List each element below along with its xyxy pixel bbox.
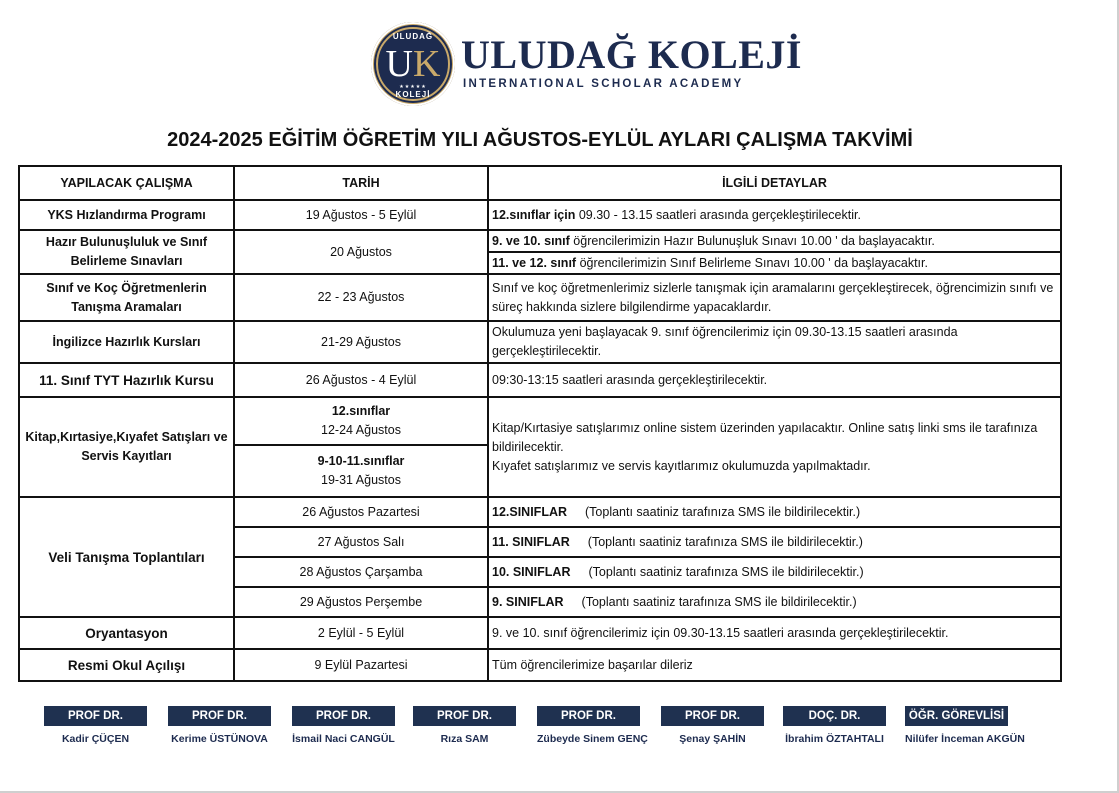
date-cell: 2 Eylül - 5 Eylül bbox=[234, 617, 488, 649]
column-header-details: İLGİLİ DETAYLAR bbox=[488, 166, 1061, 200]
table-row bbox=[19, 397, 1061, 445]
detail-text: Kitap/Kırtasiye satışlarımız online sistem üzerinden yapılacaktır. Online satış linki sms ile tarafınıza bildirilecektir. bbox=[492, 420, 1038, 454]
signatory-name: Rıza SAM bbox=[440, 733, 489, 745]
date-group-label: 12.sınıflar bbox=[331, 404, 391, 418]
date-cell: 26 Ağustos Pazartesi bbox=[234, 497, 488, 527]
table-row bbox=[19, 363, 1061, 397]
date-cell: 27 Ağustos Salı bbox=[234, 527, 488, 557]
signatory bbox=[168, 706, 271, 745]
signatory bbox=[783, 706, 886, 745]
detail-cell: Okulumuza yeni başlayacak 9. sınıf öğrencilerimiz için 09.30-13.15 saatleri arasında gerçekleştirilecektir. bbox=[488, 321, 1061, 363]
date-cell: 26 Ağustos - 4 Eylül bbox=[234, 363, 488, 397]
school-logo-emblem bbox=[371, 22, 455, 106]
activity-cell: Hazır Bulunuşluluk ve Sınıf Belirleme Sınavları bbox=[19, 230, 234, 274]
activity-cell: 11. Sınıf TYT Hazırlık Kursu bbox=[19, 363, 234, 397]
table-row bbox=[19, 230, 1061, 252]
date-cell: 9 Eylül Pazartesi bbox=[234, 649, 488, 681]
detail-text: öğrencilerimizin Sınıf Belirleme Sınavı 10.00 ' da başlayacaktır. bbox=[576, 255, 928, 270]
detail-cell bbox=[488, 557, 1061, 587]
date-cell: 19 Ağustos - 5 Eylül bbox=[234, 200, 488, 230]
column-header-activity: YAPILACAK ÇALIŞMA bbox=[19, 166, 234, 200]
detail-text: öğrencilerimizin Hazır Bulunuşluk Sınavı 10.00 ' da başlayacaktır. bbox=[569, 233, 935, 248]
activity-cell: YKS Hızlandırma Programı bbox=[19, 200, 234, 230]
detail-cell: 09:30-13:15 saatleri arasında gerçekleştirilecektir. bbox=[488, 363, 1061, 397]
academic-title-badge: PROF DR. bbox=[292, 706, 395, 726]
table-row bbox=[19, 321, 1061, 363]
activity-cell: Sınıf ve Koç Öğretmenlerin Tanışma Aramaları bbox=[19, 274, 234, 321]
activity-cell: Veli Tanışma Toplantıları bbox=[19, 497, 234, 617]
signatory-name: Nilüfer İnceman AKGÜN bbox=[905, 733, 1025, 745]
signatory bbox=[44, 706, 147, 745]
logo-bottom-text: KOLEJİ bbox=[395, 90, 431, 99]
date-cell: 22 - 23 Ağustos bbox=[234, 274, 488, 321]
grade-label: 12.SINIFLAR bbox=[492, 504, 568, 519]
date-range: 12-24 Ağustos bbox=[321, 423, 401, 437]
grade-label: 10. SINIFLAR bbox=[492, 564, 571, 579]
detail-text: (Toplantı saatiniz tarafınıza SMS ile bildirilecektir.) bbox=[585, 504, 861, 519]
academic-title-badge: PROF DR. bbox=[413, 706, 516, 726]
academic-title-badge: DOÇ. DR. bbox=[783, 706, 886, 726]
signatory bbox=[661, 706, 764, 745]
academic-title-badge: ÖĞR. GÖREVLİSİ bbox=[905, 706, 1008, 726]
table-row bbox=[19, 617, 1061, 649]
detail-cell: Sınıf ve koç öğretmenlerimiz sizlerle tanışmak için aramalarını gerçekleştirecek, öğrencimizin sınıfı ve süreç hakkında sizlere bilgilendirme yapacaklardır. bbox=[488, 274, 1061, 321]
logo-stars-icon: ★★★★★ bbox=[399, 84, 427, 90]
table-row bbox=[19, 497, 1061, 527]
signatory-name: Şenay ŞAHİN bbox=[679, 733, 746, 745]
activity-cell: İngilizce Hazırlık Kursları bbox=[19, 321, 234, 363]
logo-top-text: ULUDAĞ bbox=[392, 32, 434, 41]
calendar-table bbox=[18, 165, 1062, 682]
detail-bold-text: 11. ve 12. sınıf bbox=[492, 255, 577, 270]
detail-text: (Toplantı saatiniz tarafınıza SMS ile bildirilecektir.) bbox=[581, 594, 857, 609]
activity-cell: Oryantasyon bbox=[19, 617, 234, 649]
academic-title-badge: PROF DR. bbox=[168, 706, 271, 726]
table-row bbox=[19, 649, 1061, 681]
academic-title-badge: PROF DR. bbox=[537, 706, 640, 726]
detail-text: (Toplantı saatiniz tarafınıza SMS ile bildirilecektir.) bbox=[587, 534, 863, 549]
detail-text: Kıyafet satışlarımız ve servis kayıtlarımız okulumuzda yapılmaktadır. bbox=[492, 458, 871, 473]
date-cell bbox=[234, 445, 488, 497]
date-range: 19-31 Ağustos bbox=[321, 473, 401, 487]
column-header-date: TARİH bbox=[234, 166, 488, 200]
date-cell bbox=[234, 397, 488, 445]
logo-monogram bbox=[371, 44, 455, 84]
signatory-name: Kadir ÇÜÇEN bbox=[61, 733, 130, 745]
detail-bold-text: 12.sınıflar için bbox=[492, 207, 576, 222]
signatory-name: İbrahim ÖZTAHTALI bbox=[785, 733, 884, 745]
page-title: 2024-2025 EĞİTİM ÖĞRETİM YILI AĞUSTOS-EYLÜL AYLARI ÇALIŞMA TAKVİMİ bbox=[167, 129, 913, 151]
detail-text: (Toplantı saatiniz tarafınıza SMS ile bildirilecektir.) bbox=[588, 564, 864, 579]
school-tagline: INTERNATIONAL SCHOLAR ACADEMY bbox=[463, 78, 744, 90]
signatory-name: Zübeyde Sinem GENÇ bbox=[537, 733, 648, 745]
date-cell: 20 Ağustos bbox=[234, 230, 488, 274]
signatory bbox=[413, 706, 516, 745]
grade-label: 11. SINIFLAR bbox=[492, 534, 570, 549]
table-row bbox=[19, 274, 1061, 321]
date-group-label: 9-10-11.sınıflar bbox=[317, 454, 405, 468]
signatory-name: Kerime ÜSTÜNOVA bbox=[171, 733, 268, 745]
date-cell: 21-29 Ağustos bbox=[234, 321, 488, 363]
signatory bbox=[905, 706, 1025, 745]
detail-cell bbox=[488, 200, 1061, 230]
signatory bbox=[537, 706, 648, 745]
grade-label: 9. SINIFLAR bbox=[492, 594, 564, 609]
signatory-name: İsmail Naci CANGÜL bbox=[292, 733, 395, 745]
logo-letter-k: K bbox=[413, 43, 441, 85]
detail-cell bbox=[488, 527, 1061, 557]
table-header-row bbox=[19, 166, 1061, 200]
detail-text: 09.30 - 13.15 saatleri arasında gerçekleştirilecektir. bbox=[575, 207, 861, 222]
detail-cell bbox=[488, 230, 1061, 252]
academic-title-badge: PROF DR. bbox=[661, 706, 764, 726]
detail-cell bbox=[488, 397, 1061, 497]
date-cell: 29 Ağustos Perşembe bbox=[234, 587, 488, 617]
date-cell: 28 Ağustos Çarşamba bbox=[234, 557, 488, 587]
detail-cell bbox=[488, 587, 1061, 617]
school-name: ULUDAĞ KOLEJİ bbox=[461, 32, 802, 77]
table-row bbox=[19, 200, 1061, 230]
logo-letter-u: U bbox=[385, 43, 413, 85]
activity-cell: Resmi Okul Açılışı bbox=[19, 649, 234, 681]
activity-cell: Kitap,Kırtasiye,Kıyafet Satışları ve Servis Kayıtları bbox=[19, 397, 234, 497]
detail-cell: Tüm öğrencilerimize başarılar dileriz bbox=[488, 649, 1061, 681]
signatory bbox=[292, 706, 395, 745]
academic-title-badge: PROF DR. bbox=[44, 706, 147, 726]
detail-cell bbox=[488, 497, 1061, 527]
detail-cell: 9. ve 10. sınıf öğrencilerimiz için 09.30-13.15 saatleri arasında gerçekleştirilecektir. bbox=[488, 617, 1061, 649]
detail-bold-text: 9. ve 10. sınıf bbox=[492, 233, 570, 248]
detail-cell bbox=[488, 252, 1061, 274]
